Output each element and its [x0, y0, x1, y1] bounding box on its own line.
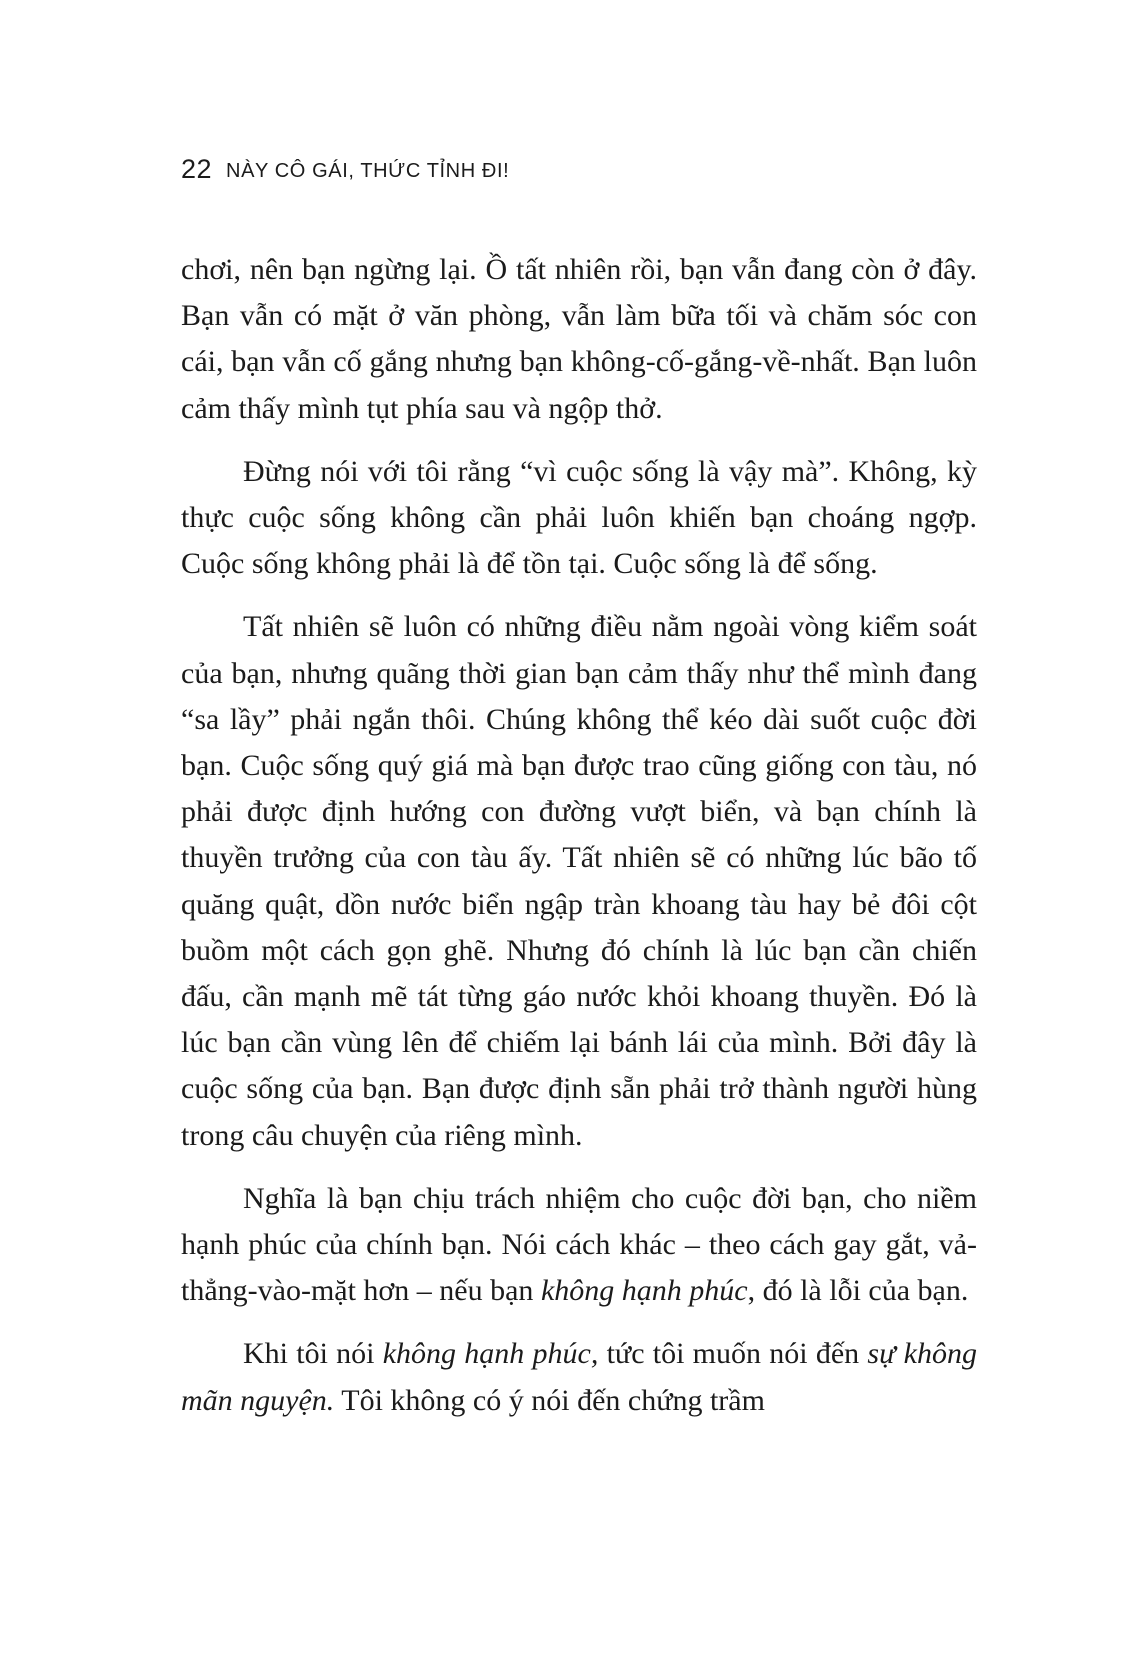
- paragraph-4-italic: không hạnh phúc: [540, 1274, 748, 1308]
- paragraph-5-text-after: Tôi không có ý nói đến chứng trầm: [334, 1383, 765, 1417]
- paragraph-5-italic-2: sự không mãn nguyện.: [181, 1337, 977, 1417]
- paragraph-5-text-middle: tức tôi muốn nói đến: [598, 1337, 868, 1371]
- paragraph-1: chơi, nên bạn ngừng lại. Ồ tất nhiên rồi, bạn vẫn đang còn ở đây. Bạn vẫn có mặt ở văn phòng, vẫn làm bữa tối và chăm sóc con cái, bạn vẫn cố gắng nhưng bạn không-cố-gắng-về-nhất. Bạn luôn cảm thấy mình tụt phía sau và ngộp thở.: [181, 253, 977, 425]
- paragraph-4-text-after: , đó là lỗi của bạn.: [747, 1274, 969, 1308]
- paragraph-5-text-before: Khi tôi nói: [243, 1337, 383, 1371]
- book-title: NÀY CÔ GÁI, THỨC TỈNH ĐI!: [226, 160, 510, 182]
- body-text: [181, 247, 977, 1441]
- paragraph-4-text-before: Nghĩa là bạn chịu trách nhiệm cho cuộc đời bạn, cho niềm hạnh phúc của chính bạn. Nói cách khác – theo cách gay gắt, vả-thẳng-vào-mặt hơn – nếu bạn: [181, 1181, 977, 1308]
- paragraph-2: Đừng nói với tôi rằng “vì cuộc sống là vậy mà”. Không, kỳ thực cuộc sống không cần phải luôn khiến bạn choáng ngợp. Cuộc sống không phải là để tồn tại. Cuộc sống là để sống.: [181, 454, 977, 581]
- running-header: [181, 154, 509, 185]
- paragraph-3: Tất nhiên sẽ luôn có những điều nằm ngoài vòng kiểm soát của bạn, nhưng quãng thời gian bạn cảm thấy như thể mình đang “sa lầy” phải ngắn thôi. Chúng không thể kéo dài suốt cuộc đời bạn. Cuộc sống quý giá mà bạn được trao cũng giống con tàu, nó phải được định hướng con đường vượt biển, và bạn chính là thuyền trưởng của con tàu ấy. Tất nhiên sẽ có những lúc bão tố quăng quật, dồn nước biển ngập tràn khoang tàu hay bẻ đôi cột buồm một cách gọn ghẽ. Nhưng đó chính là lúc bạn cần chiến đấu, cần mạnh mẽ tát từng gáo nước khỏi khoang thuyền. Đó là lúc bạn cần vùng lên để chiếm lại bánh lái của mình. Bởi đây là cuộc sống của bạn. Bạn được định sẵn phải trở thành người hùng trong câu chuyện của riêng mình.: [181, 610, 977, 1152]
- page-number: 22: [181, 154, 213, 184]
- paragraph-4: [181, 1176, 977, 1315]
- paragraph-5-italic-1: không hạnh phúc,: [382, 1337, 599, 1371]
- paragraph-5: [181, 1331, 977, 1423]
